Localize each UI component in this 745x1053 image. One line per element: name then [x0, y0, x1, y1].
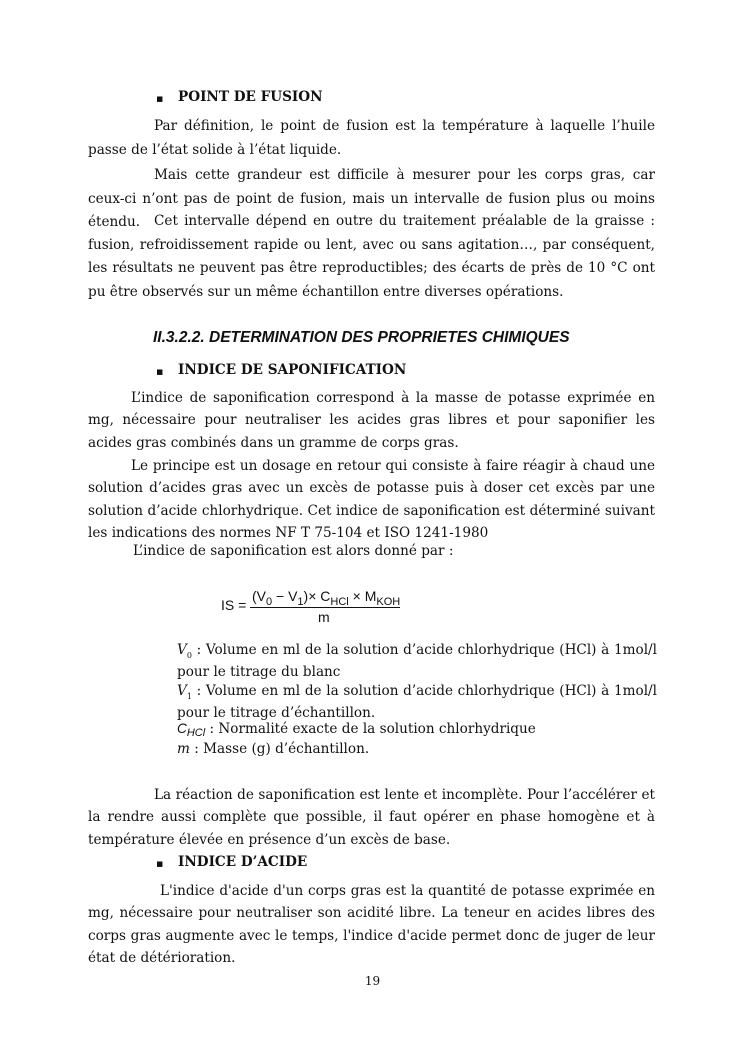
formula-subscript: KOH [376, 596, 401, 608]
legend-text: : Volume en ml de la solution d’acide chlorhydrique (HCl) à 1mol/l pour le titrage du blanc [177, 642, 657, 681]
formula-part: (V [252, 588, 266, 604]
legend-symbol: V [177, 642, 187, 658]
legend-subscript: 0 [186, 651, 192, 660]
legend-text: : Volume en ml de la solution d’acide chlorhydrique (HCl) à 1mol/l pour le titrage d’échantillon. [177, 683, 657, 722]
legend-subscript: 1 [186, 692, 192, 701]
legend-item-v0 [177, 640, 657, 683]
legend-item-m [177, 739, 657, 759]
paragraph: Cet intervalle dépend en outre du traitement préalable de la graisse : fusion, refroidissement rapide ou lent, avec ou sans agitation…, par conséquent, les résultats ne peuvent pas être reproductibles; des écarts de près de 10 °C ont pu être observés sur un même échantillon entre diverses opérations. [88, 213, 655, 300]
formula-numerator [252, 588, 401, 608]
formula-part: )× C [303, 588, 331, 604]
legend-item-chcl [177, 719, 657, 740]
legend-symbol: V [177, 683, 187, 699]
formula-lhs: IS = [221, 597, 247, 613]
legend-text: : Masse (g) d’échantillon. [189, 741, 370, 757]
fraction-bar [250, 607, 400, 608]
paragraph: Par définition, le point de fusion est la température à laquelle l’huile passe de l’état solide à l’état liquide. [88, 118, 655, 158]
paragraph: Mais cette grandeur est difficile à mesurer pour les corps gras, car ceux-ci n’ont pas de point de fusion, mais un intervalle de fusion plus ou moins étendu. [88, 167, 655, 230]
formula-denominator: m [318, 609, 330, 625]
legend-symbol: m [177, 741, 190, 757]
page-number: 19 [364, 974, 381, 988]
formula-part: − V [272, 588, 298, 604]
paragraph: L'indice d'acide d'un corps gras est la quantité de potasse exprimée en mg, nécessaire pour neutraliser son acidité libre. La teneur en acides libres des corps gras augmente avec le temps, l'indice d'acide permet donc de juger de leur état de détérioration. [88, 883, 655, 966]
formula-part: × M [348, 588, 377, 604]
formula-subscript: HCl [330, 596, 349, 608]
legend-item-v1 [177, 681, 657, 724]
heading-point-de-fusion: POINT DE FUSION [178, 89, 323, 105]
bullet-icon: ▪ [156, 857, 164, 870]
formula-subscript: 1 [297, 596, 304, 608]
section-title: II.3.2.2. DETERMINATION DES PROPRIETES CHIMIQUES [153, 329, 570, 346]
formula-intro: L’indice de saponification est alors donné par : [133, 543, 454, 559]
legend-subscript: HCl [186, 727, 206, 739]
formula-subscript: 0 [266, 596, 273, 608]
legend-symbol: C [177, 721, 187, 736]
heading-indice-saponification: INDICE DE SAPONIFICATION [178, 362, 407, 378]
bullet-icon: ▪ [156, 92, 164, 105]
legend-text: : Normalité exacte de la solution chlorhydrique [205, 721, 536, 737]
paragraph: L’indice de saponification correspond à la masse de potasse exprimée en mg, nécessaire pour neutraliser les acides gras libres et pour saponifier les acides gras combinés dans un gramme de corps gras. [88, 390, 655, 451]
paragraph: La réaction de saponification est lente et incomplète. Pour l’accélérer et la rendre aussi complète que possible, il faut opérer en phase homogène et à température élevée en présence d’un excès de base. [88, 787, 655, 848]
bullet-icon: ▪ [156, 365, 164, 378]
paragraph: Le principe est un dosage en retour qui consiste à faire réagir à chaud une solution d’acides gras avec un excès de potasse puis à doser cet excès par une solution d’acide chlorhydrique. Cet indice de saponification est déterminé suivant les indications des normes NF T 75-104 et ISO 1241-1980 [88, 458, 655, 541]
heading-indice-acide: INDICE D’ACIDE [178, 854, 308, 870]
